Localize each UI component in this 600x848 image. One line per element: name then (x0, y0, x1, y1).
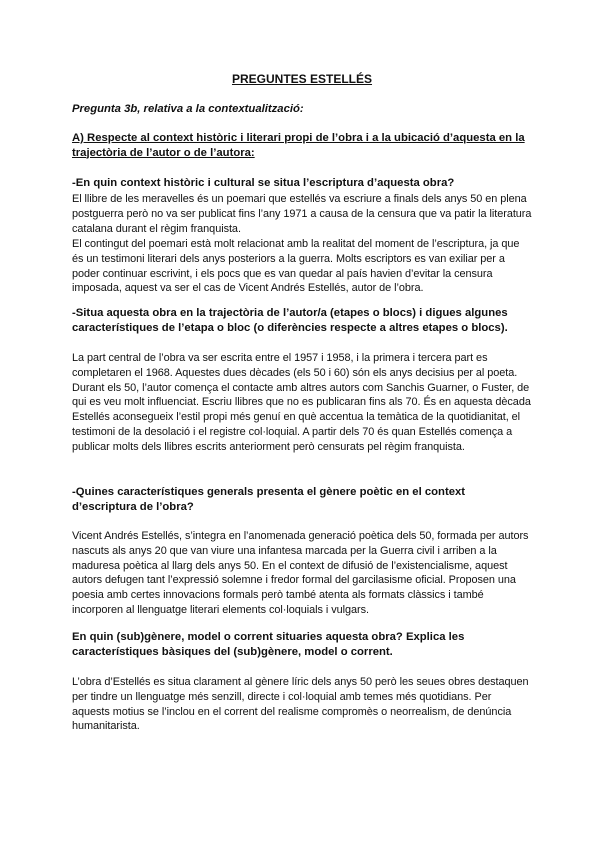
question-3-heading: -Quines característiques generals presenta el gènere poètic en el context d’escriptura de l’obra? (72, 486, 466, 513)
question-1-paragraph-1: El llibre de les meravelles és un poemari que estellés va escriure a finals dels anys 50 en plena postguerra però no va ser publicat fins l’any 1971 a causa de la censura que va patir la literatura catalana durant el règim franquista. (72, 193, 532, 235)
question-4-paragraph: L’obra d’Estellés es situa clarament al gènere líric dels anys 50 però les seues obres destaquen per tindre un llenguatge més senzill, directe i col·loquial amb temes més quotidians. Per aquests motius se l’inclou en el corrent del realisme compromès o neorrealism, de denúncia humanitarista. (72, 676, 529, 733)
question-2-paragraph: La part central de l’obra va ser escrita entre el 1957 i 1958, i la primera i tercera part es completaren el 1968. Aquestes dues dècades (els 50 i 60) són els anys decisius per al poeta. Durant els 50, l’autor comença el contacte amb altres autors com Sanchis Guarner, o Fuster, de qui es veu molt influenciat. Escriu llibres que no es publicaran fins als 70. És en aquesta dècada Estellés aconsegueix l’estil propi més genuí en què accentua la temàtica de la quotidianitat, el testimoni de la desolació i el registre col·loquial. A partir dels 70 és quan Estellés comença a publicar molts dels llibres escrits anteriorment però censurats pel règim franquista. (72, 352, 531, 453)
question-3-paragraph: Vicent Andrés Estellés, s’integra en l’anomenada generació poètica dels 50, formada per autors nascuts als anys 20 que van viure una infantesa marcada per la Guerra civil i arriben a la maduresa poètica al llarg dels anys 50. En el context de difusió de l’existencialisme, aquest autors defugen tant l’expressió solemne i fredor formal del garcilasisme oficial. Proposen una poesia amb certes innovacions formals però també atenta als formats clàssics i també incorporen al llenguatge literari elements col·loquials i vulgars. (72, 530, 529, 616)
document-page (72, 0, 532, 848)
question-1-heading: -En quin context històric i cultural se situa l’escriptura d’aquesta obra? (72, 177, 455, 189)
question-2-heading: -Situa aquesta obra en la trajectòria de l’autor/a (etapes o blocs) i digues algunes característiques de l’etapa o bloc (o diferències respecte a altres etapes o blocs). (72, 307, 508, 334)
question-4-heading: En quin (sub)gènere, model o corrent situaries aquesta obra? Explica les característiques bàsiques del (sub)gènere, model o corrent. (72, 631, 465, 658)
page-title: PREGUNTES ESTELLÉS (231, 72, 373, 86)
question-1-paragraph-2: El contingut del poemari està molt relacionat amb la realitat del moment de l’escriptura, ja que és un testimoni literari dels anys posteriors a la guerra. Molts escriptors es van exiliar per a poder continuar escrivint, i els pocs que es van quedar al país havien d’evitar la censura imposada, aquest va ser el cas de Vicent Andrés Estellés, autor de l’obra. (72, 238, 520, 295)
question-subtitle: Pregunta 3b, relativa a la contextualització: (72, 103, 304, 115)
section-a-heading: A) Respecte al context històric i literari propi de l’obra i a la ubicació d’aquesta en la trajectòria de l’autor o de l’autora: (72, 132, 525, 159)
